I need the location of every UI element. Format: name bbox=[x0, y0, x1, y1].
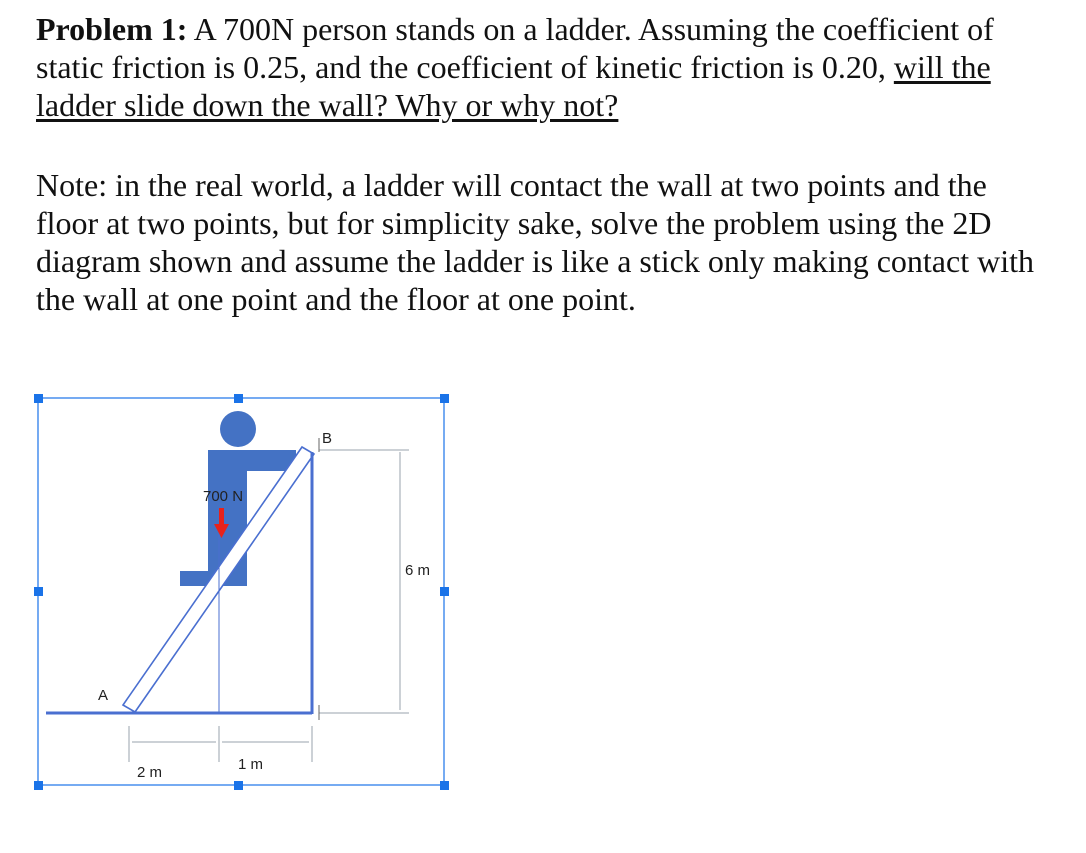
resize-handle-bottom-left[interactable] bbox=[34, 781, 43, 790]
note-paragraph: Note: in the real world, a ladder will contact the wall at two points and the floor at two points, but for simplicity sake, solve the problem using the 2D diagram shown and assume the ladder is like a stick only making contact with the wall at one point and the floor at one point. bbox=[36, 167, 1034, 317]
person-head bbox=[220, 411, 256, 447]
problem-label: Problem 1: bbox=[36, 11, 188, 47]
weight-arrow-shaft bbox=[219, 508, 224, 526]
resize-handle-bottom-center[interactable] bbox=[234, 781, 243, 790]
resize-handle-top-left[interactable] bbox=[34, 394, 43, 403]
resize-handle-bottom-right[interactable] bbox=[440, 781, 449, 790]
problem-text: A 700N person stands on a ladder. Assuming the coefficient of static friction is 0.25, and the coefficient of kinetic friction is 0.20, bbox=[36, 11, 994, 85]
problem-question: will the ladder slide down the wall? Why or why not? bbox=[36, 49, 991, 123]
resize-handle-top-center[interactable] bbox=[234, 394, 243, 403]
resize-handle-middle-left[interactable] bbox=[34, 587, 43, 596]
resize-handle-top-right[interactable] bbox=[440, 394, 449, 403]
person-body bbox=[180, 450, 296, 586]
distance-2m-label: 2 m bbox=[137, 764, 163, 781]
resize-handle-middle-right[interactable] bbox=[440, 587, 449, 596]
force-label: 700 N bbox=[203, 488, 244, 505]
point-b-label: B bbox=[322, 430, 333, 447]
distance-1m-label: 1 m bbox=[238, 756, 264, 773]
height-label: 6 m bbox=[405, 562, 431, 579]
point-a-label: A bbox=[98, 687, 109, 704]
